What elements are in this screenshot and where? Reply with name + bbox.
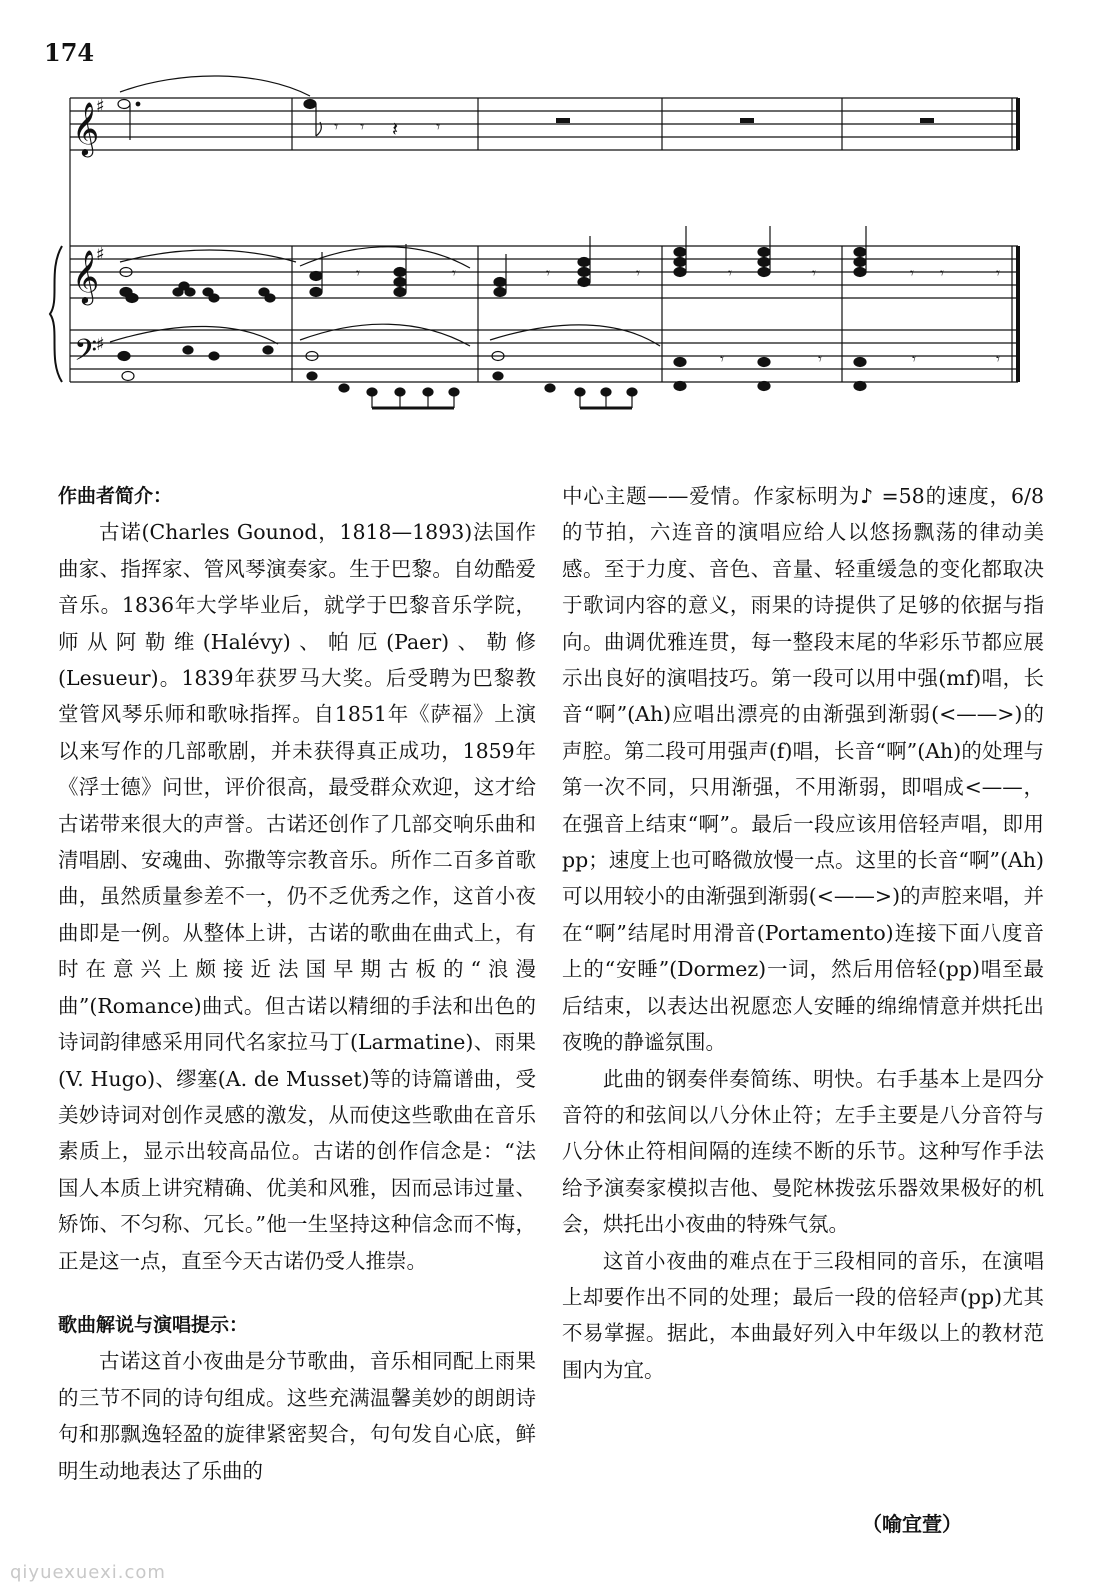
svg-text:♯: ♯ xyxy=(96,334,105,355)
svg-text:♯: ♯ xyxy=(96,244,105,265)
bass-clef-icon: 𝄢 xyxy=(74,334,98,375)
treble-clef-icon: 𝄞 xyxy=(72,249,100,303)
svg-text:𝄾: 𝄾 xyxy=(912,350,916,368)
left-column xyxy=(58,478,536,1489)
song-notes-paragraph-1-start: 古诺这首小夜曲是分节歌曲，音乐相同配上雨果的三节不同的诗句组成。这些充满温馨美妙的朗朗诗句和那飘逸轻盈的旋律紧密契合，句句发自心底，鲜明生动地表达了乐曲的 xyxy=(58,1349,536,1483)
barlines xyxy=(292,98,1012,382)
section-heading-composer: 作曲者简介： xyxy=(58,485,173,507)
svg-text:𝄾: 𝄾 xyxy=(996,264,1000,282)
svg-text:𝄾: 𝄾 xyxy=(996,350,1000,368)
svg-text:𝄾: 𝄾 xyxy=(452,264,456,282)
accompaniment-paragraph: 此曲的钢奏伴奏简练、明快。右手基本上是四分音符的和弦间以八分休止符；左手主要是八分音符与八分休止符相间隔的连续不断的乐节。这种写作手法给予演奏家模拟吉他、曼陀林拨弦乐器效果极好的机会，烘托出小夜曲的特殊气氛。 xyxy=(562,1066,1044,1237)
composer-bio-paragraph: 古诺(Charles Gounod，1818—1893)法国作曲家、指挥家、管风琴演奏家。生于巴黎。自幼酷爱音乐。1836年大学毕业后，就学于巴黎音乐学院，师从阿勒维(Halévy)、帕厄(Paer)、勒修(Lesueur)。1839年获罗马大奖。后受聘为巴黎教堂管风琴乐师和歌咏指挥。自1851年《萨福》上演以来写作的几部歌剧，并未获得真正成功，1859年《浮士德》问世，评价很高，最受群众欢迎，这才给古诺带来很大的声誉。古诺还创作了几部交响乐曲和清唱剧、安魂曲、弥撒等宗教音乐。所作二百多首歌曲，虽然质量参差不一，仍不乏优秀之作，这首小夜曲即是一例。从整体上讲，古诺的歌曲在曲式上，有时在意兴上颇接近法国早期古板的“浪漫曲”(Romance)曲式。但古诺以精细的手法和出色的诗词韵律感采用同代名家拉马丁(Larmatine)、雨果(V. Hugo)、缪塞(A. de Musset)等的诗篇谱曲，受美妙诗词对创作灵感的激发，从而使这些歌曲在音乐素质上，显示出较高品位。古诺的创作信念是：“法国人本质上讲究精确、优美和风雅，因而忌讳过量、矫饰、不匀称、冗长。”他一生坚持这种信念而不悔，正是这一点，直至今天古诺仍受人推崇。 xyxy=(58,520,536,1273)
author-signature: （喻宜萱） xyxy=(862,1512,962,1536)
page-number: 174 xyxy=(44,38,95,67)
music-score xyxy=(0,0,1100,420)
svg-text:𝄾: 𝄾 xyxy=(812,264,816,282)
svg-text:𝄾: 𝄾 xyxy=(436,117,441,136)
section-heading-song-notes: 歌曲解说与演唱提示： xyxy=(58,1313,249,1336)
svg-text:𝄾: 𝄾 xyxy=(720,350,724,368)
difficulty-paragraph: 这首小夜曲的难点在于三段相同的音乐，在演唱上却要作出不同的处理；最后一段的倍轻声(pp)尤其不易掌握。据此，本曲最好列入中年级以上的教材范围内为宜。 xyxy=(562,1248,1044,1382)
voice-staff xyxy=(70,98,1018,150)
svg-text:𝄾: 𝄾 xyxy=(356,264,360,282)
svg-text:♯: ♯ xyxy=(96,96,105,117)
svg-text:𝄾: 𝄾 xyxy=(546,264,550,282)
song-notes-paragraph-1-continued: 中心主题——爱情。作家标明为♪ =58的速度，6/8的节拍，六连音的演唱应给人以悠扬飘荡的律动美感。至于力度、音色、音量、轻重缓急的变化都取决于歌词内容的意义，雨果的诗提供了足够的依据与指向。曲调优雅连贯，每一整段末尾的华彩乐节都应展示出良好的演唱技巧。第一段可以用中强(mf)唱，长音“啊”(Ah)应唱出漂亮的由渐强到渐弱(<——>)的声腔。第二段可用强声(f)唱，长音“啊”(Ah)的处理与第一次不同，只用渐强，不用渐弱，即唱成<——，在强音上结束“啊”。最后一段应该用倍轻声唱，即用pp；速度上也可略微放慢一点。这里的长音“啊”(Ah)可以用较小的由渐强到渐弱(<——>)的声腔来唱，并在“啊”结尾时用滑音(Portamento)连接下面八度音上的“安睡”(Dormez)一词，然后用倍轻(pp)唱至最后结束，以表达出祝愿恋人安睡的绵绵情意并烘托出夜晚的静谧氛围。 xyxy=(562,484,1044,1055)
svg-text:𝄾: 𝄾 xyxy=(334,117,339,136)
svg-text:𝄾: 𝄾 xyxy=(360,117,365,136)
right-column xyxy=(562,478,1044,1388)
svg-text:𝄾: 𝄾 xyxy=(728,264,732,282)
watermark: qiyuexuexi.com xyxy=(10,1562,166,1583)
treble-clef-icon: 𝄞 xyxy=(72,101,100,155)
svg-text:𝄾: 𝄾 xyxy=(818,350,822,368)
svg-text:𝄾: 𝄾 xyxy=(636,264,640,282)
svg-text:𝄾: 𝄾 xyxy=(910,264,914,282)
svg-text:𝄽: 𝄽 xyxy=(392,117,399,141)
svg-text:𝄾: 𝄾 xyxy=(940,264,944,282)
